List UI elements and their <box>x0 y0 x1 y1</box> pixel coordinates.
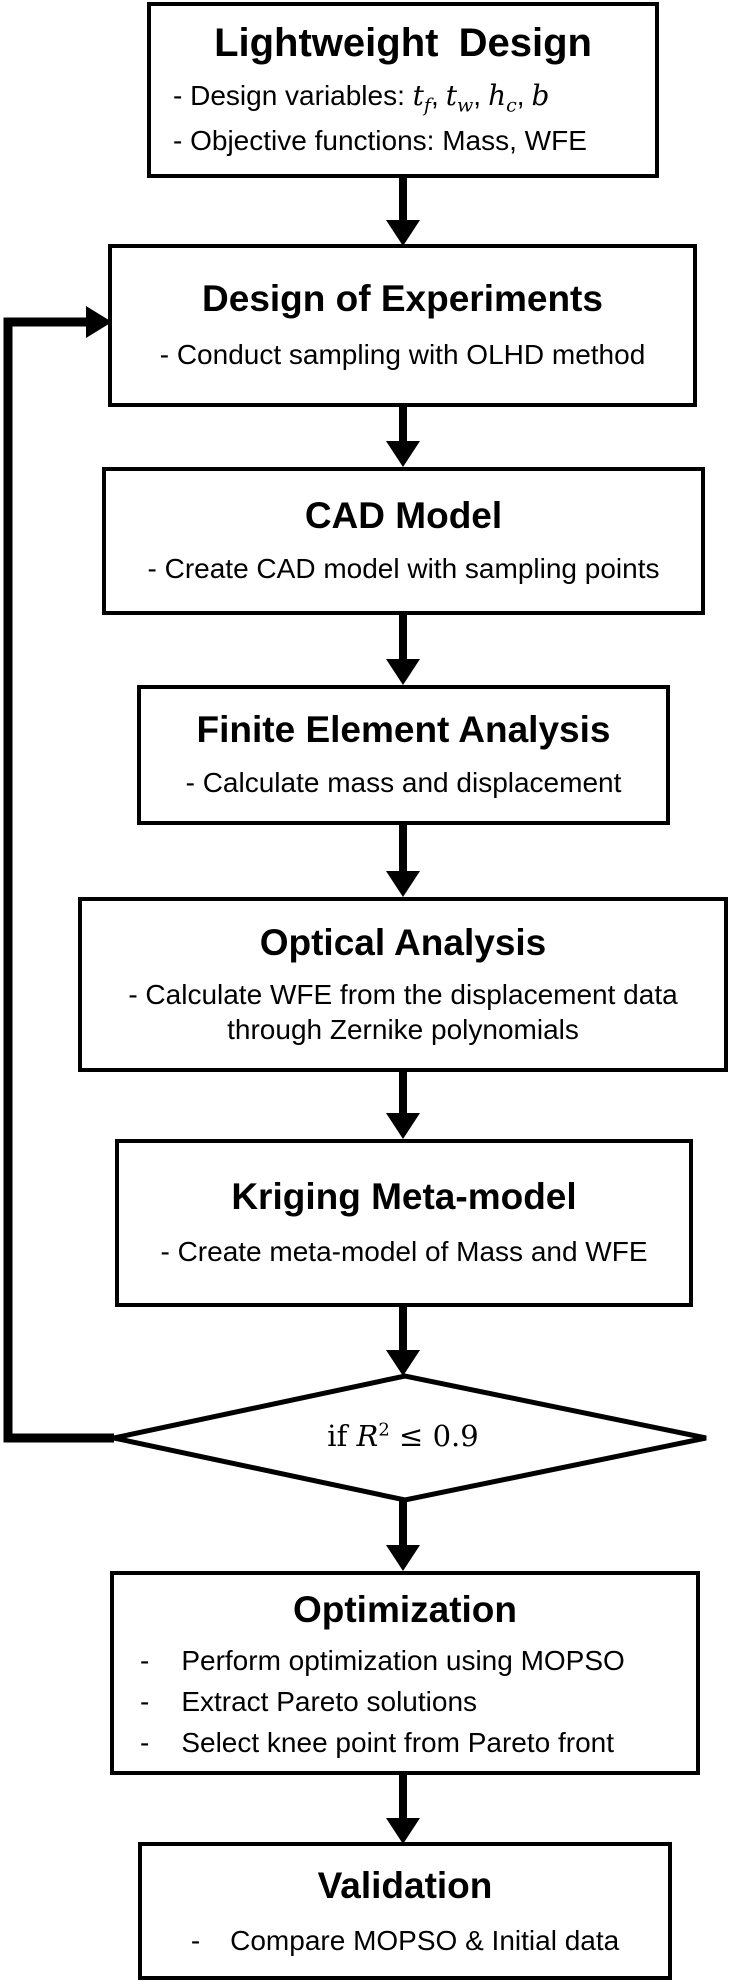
bullet-dash: - <box>140 1686 150 1718</box>
flow-arrow-8 <box>386 1773 420 1844</box>
bullet-extract-pareto <box>140 1681 696 1722</box>
arrow-shaft <box>399 1305 407 1352</box>
arrow-shaft <box>399 823 407 873</box>
box-cad-model <box>102 467 705 615</box>
arrow-shaft <box>399 176 407 222</box>
bullet-text: Compare MOPSO & Initial data <box>230 1924 620 1956</box>
math-separator: , <box>516 79 525 111</box>
flow-arrow-4 <box>386 823 420 897</box>
box-title: CAD Model <box>304 494 503 536</box>
box-title: Kriging Meta-model <box>231 1176 577 1218</box>
math-var-tf: $t_f$ <box>412 78 431 117</box>
decision-variable: R <box>356 1419 379 1453</box>
box-title: Optimization <box>292 1588 518 1630</box>
box-optimization <box>110 1571 700 1775</box>
box-lightweight-design <box>147 2 659 178</box>
box-finite-element-analysis <box>137 685 670 825</box>
box-title: Lightweight Design <box>214 20 592 65</box>
bullet-calculate-mass: - Calculate mass and displacement <box>185 766 622 798</box>
decision-prefix: if <box>327 1419 357 1453</box>
math-var-hc: $h_c$ <box>488 78 517 117</box>
decision-condition-label <box>253 1419 553 1461</box>
flow-arrow-7 <box>386 1498 420 1571</box>
flow-arrow-5 <box>386 1070 420 1139</box>
decision-exponent: 2 <box>378 1419 390 1441</box>
bullet-select-knee-point <box>140 1722 696 1763</box>
math-var-tw: $t_w$ <box>445 78 474 117</box>
bullet-list <box>151 78 655 160</box>
bullet-calculate-wfe-line1: - Calculate WFE from the displacement data <box>128 979 678 1011</box>
bullet-compare-mopso <box>191 1925 619 1957</box>
bullet-dash: - <box>140 1727 150 1759</box>
box-design-of-experiments <box>108 244 697 407</box>
bullet-text: - Design variables: <box>173 79 405 111</box>
arrow-shaft <box>399 1773 407 1820</box>
box-validation <box>138 1842 672 1980</box>
box-title: Finite Element Analysis <box>196 709 611 751</box>
bullet-design-variables <box>173 78 655 124</box>
bullet-dash: - <box>190 1924 201 1956</box>
arrowhead-icon <box>386 871 420 897</box>
bullet-create-meta-model: - Create meta-model of Mass and WFE <box>160 1235 648 1267</box>
bullet-olhd-sampling: - Conduct sampling with OLHD method <box>159 338 646 370</box>
arrowhead-icon <box>386 1113 420 1139</box>
arrowhead-icon <box>386 1350 420 1376</box>
arrowhead-icon <box>386 1545 420 1571</box>
bullet-objective-functions: - Objective functions: Mass, WFE <box>173 125 587 157</box>
math-separator: , <box>430 79 439 111</box>
bullet-perform-mopso <box>140 1640 696 1681</box>
box-title: Optical Analysis <box>259 921 547 963</box>
bullet-text: Extract Pareto solutions <box>181 1686 478 1718</box>
bullet-dash: - <box>140 1645 150 1677</box>
bullet-calculate-wfe-line2: through Zernike polynomials <box>227 1014 579 1046</box>
flow-arrow-1 <box>386 176 420 246</box>
box-title: Design of Experiments <box>202 278 603 320</box>
flow-arrow-2 <box>386 405 420 467</box>
arrowhead-icon <box>386 220 420 246</box>
arrowhead-icon <box>386 1818 420 1844</box>
arrow-shaft <box>399 405 407 443</box>
box-optical-analysis <box>78 897 728 1072</box>
box-kriging-meta-model <box>115 1139 693 1307</box>
arrow-shaft <box>399 613 407 661</box>
arrowhead-icon <box>386 441 420 467</box>
bullet-list <box>128 977 677 1047</box>
flow-arrow-3 <box>386 613 420 685</box>
bullet-list <box>114 1640 696 1763</box>
bullet-text: Select knee point from Pareto front <box>181 1727 615 1759</box>
decision-threshold: ≤ 0.9 <box>389 1419 479 1453</box>
arrowhead-icon <box>386 659 420 685</box>
arrow-shaft <box>399 1070 407 1115</box>
bullet-create-cad: - Create CAD model with sampling points <box>147 553 660 585</box>
arrow-shaft <box>399 1498 407 1547</box>
math-separator: , <box>473 79 482 111</box>
bullet-text: Perform optimization using MOPSO <box>181 1645 625 1677</box>
flow-arrow-6 <box>386 1305 420 1376</box>
box-title: Validation <box>317 1865 493 1907</box>
math-var-b: b <box>531 78 550 112</box>
feedback-loop-line <box>8 322 114 1438</box>
